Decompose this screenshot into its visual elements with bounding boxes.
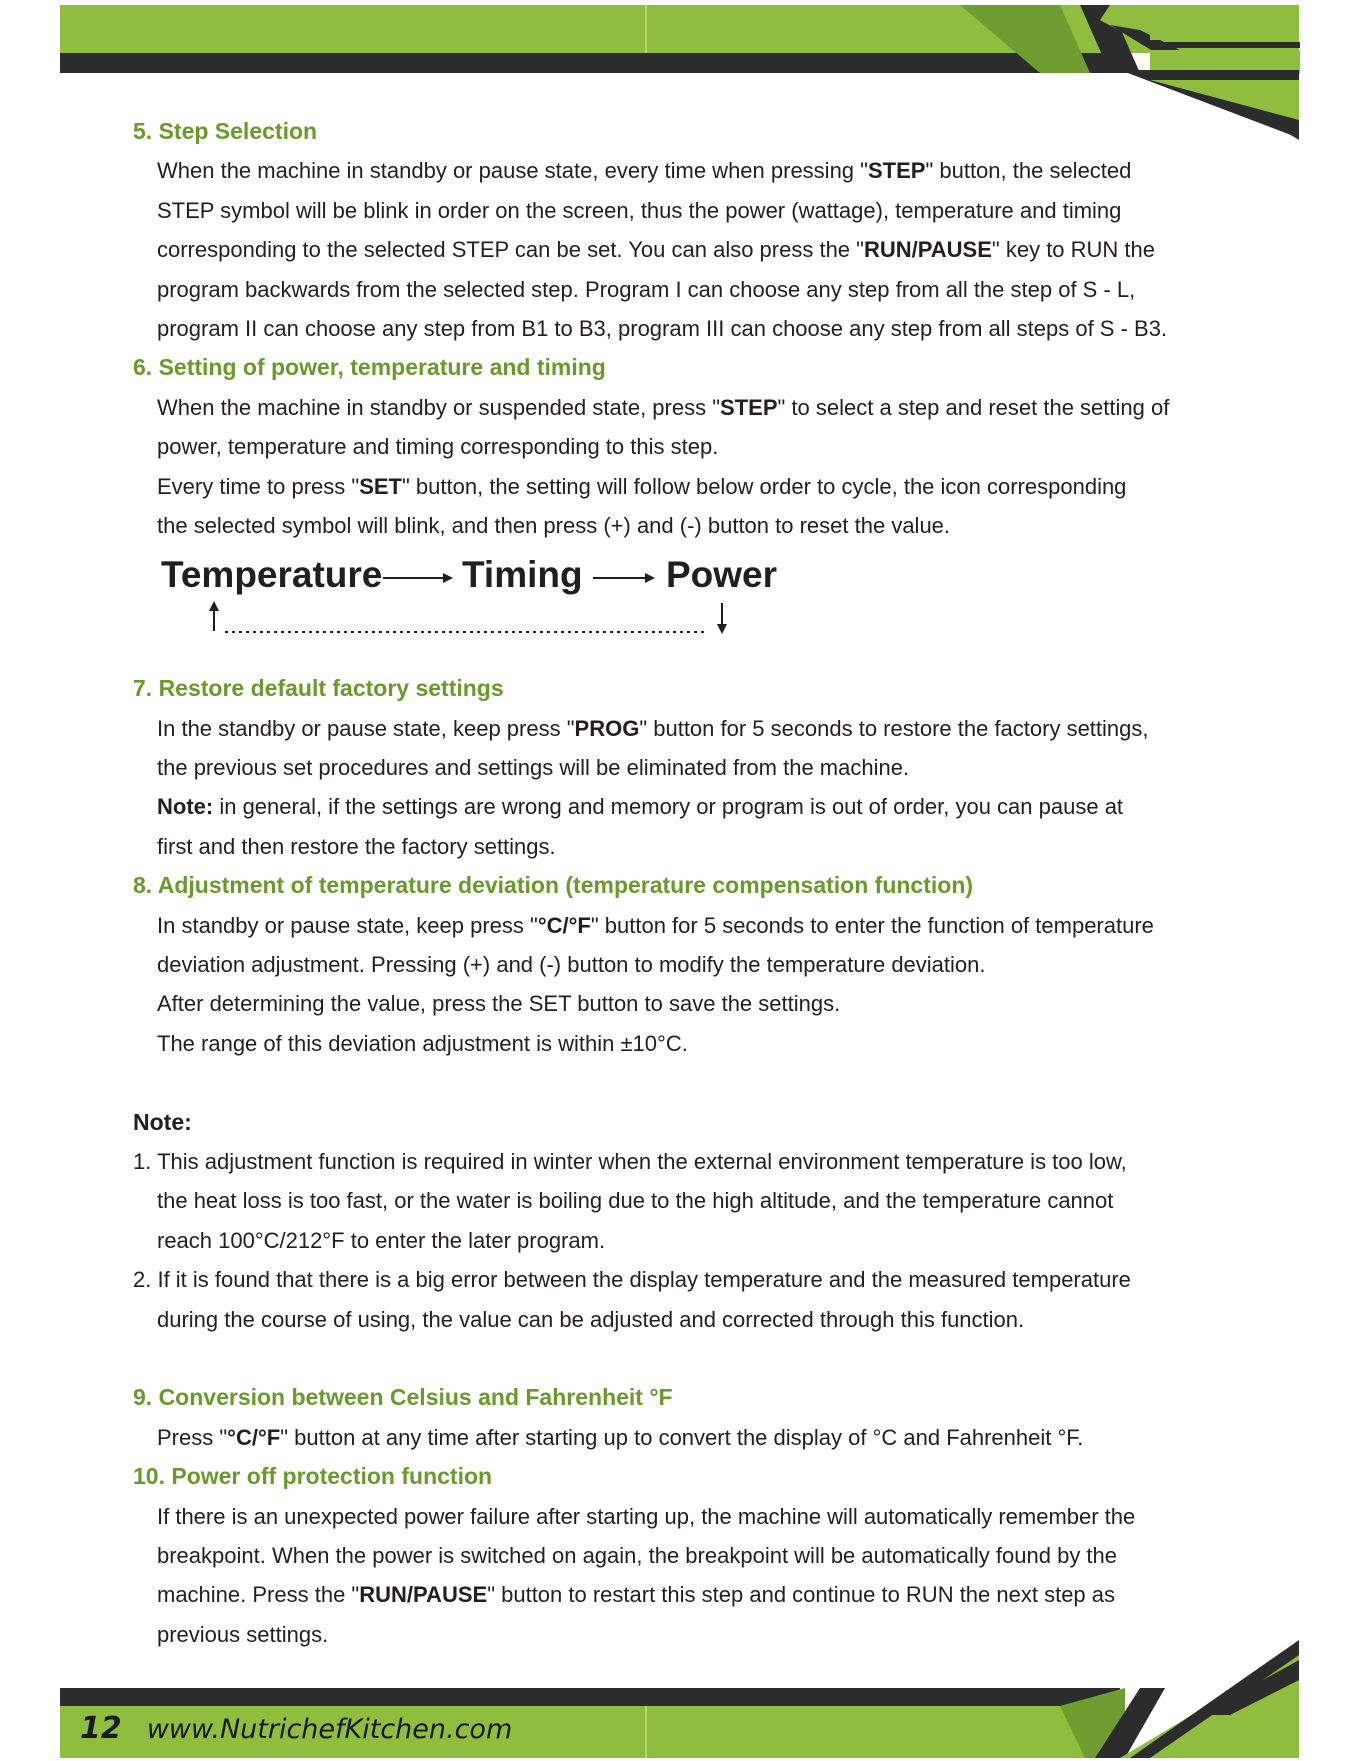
text-line: first and then restore the factory settings. [157,833,556,859]
text-line: deviation adjustment. Pressing (+) and (-) button to modify the temperature deviation. [157,952,986,978]
note-item-line: 2. If it is found that there is a big error between the display temperature and the measured temperature [133,1267,1131,1293]
manual-content [133,112,1228,1654]
flow-temperature: Temperature [161,554,383,596]
spacer [133,1339,1228,1378]
text-line: When the machine in standby or pause state, every time when pressing "STEP" button, the selected [157,158,1132,184]
note-heading: Note: [133,1108,192,1135]
text-line: breakpoint. When the power is switched on again, the breakpoint will be automatically found by the [157,1542,1118,1568]
section-heading: 7. Restore default factory settings [133,675,504,702]
section-heading: 9. Conversion between Celsius and Fahrenheit °F [133,1384,673,1411]
text-line: corresponding to the selected STEP can be set. You can also press the "RUN/PAUSE" key to RUN the [157,237,1156,263]
text-line: previous settings. [157,1621,329,1647]
text-line: When the machine in standby or suspended state, press "STEP" to select a step and reset the setting of [157,394,1170,420]
section-step-selection [133,112,1228,348]
text-line: machine. Press the "RUN/PAUSE" button to restart this step and continue to RUN the next step as [157,1582,1116,1608]
section-note [133,1103,1228,1339]
section-setting-power-temperature-timing [133,348,1228,545]
section-celsius-fahrenheit [133,1378,1228,1457]
text-line: Press "°C/°F" button at any time after starting up to convert the display of °C and Fahrenheit °F. [157,1424,1084,1450]
note-item-line: during the course of using, the value can be adjusted and corrected through this function. [157,1306,1025,1332]
setting-cycle-diagram [161,545,1228,669]
text-line: After determining the value, press the SET button to save the settings. [157,991,841,1017]
text-line: program II can choose any step from B1 to B3, program III can choose any step from all steps of S - B3. [157,315,1168,341]
text-line: the previous set procedures and settings will be eliminated from the machine. [157,755,910,781]
note-item-line: 1. This adjustment function is required in winter when the external environment temperature is too low, [133,1148,1127,1174]
website-link[interactable]: www.NutrichefKitchen.com [146,1714,513,1745]
text-line: In the standby or pause state, keep press "PROG" button for 5 seconds to restore the factory settings, [157,715,1149,741]
section-restore-factory-settings [133,669,1228,866]
text-line: the selected symbol will blink, and then press (+) and (-) button to reset the value. [157,512,951,538]
flow-power: Power [666,554,778,596]
text-line: If there is an unexpected power failure after starting up, the machine will automatically remember the [157,1503,1136,1529]
text-line: In standby or pause state, keep press "°C/°F" button for 5 seconds to enter the function of temperature [157,912,1154,938]
page-number: 12 [80,1711,122,1746]
spacer [133,1063,1228,1102]
section-heading: 6. Setting of power, temperature and timing [133,354,606,381]
text-line: STEP symbol will be blink in order on the screen, thus the power (wattage), temperature and timing [157,197,1122,223]
flow-arrows [161,545,781,669]
text-line: power, temperature and timing corresponding to this step. [157,434,719,460]
flow-timing: Timing [462,554,583,596]
section-heading: 5. Step Selection [133,118,318,144]
section-heading: 10. Power off protection function [133,1463,493,1490]
text-line: program backwards from the selected step. Program I can choose any step from all the step of S - L, [157,276,1136,302]
note-item-line: reach 100°C/212°F to enter the later program. [157,1227,606,1253]
footer [80,1708,512,1750]
section-temperature-deviation [133,866,1228,1063]
note-item-line: the heat loss is too fast, or the water is boiling due to the high altitude, and the temperature cannot [157,1188,1114,1214]
text-line: Every time to press "SET" button, the setting will follow below order to cycle, the icon corresponding [157,473,1127,499]
text-line: The range of this deviation adjustment is within ±10°C. [157,1030,688,1056]
text-line: Note: in general, if the settings are wrong and memory or program is out of order, you can pause at [157,794,1124,820]
section-heading: 8. Adjustment of temperature deviation (temperature compensation function) [133,872,974,899]
